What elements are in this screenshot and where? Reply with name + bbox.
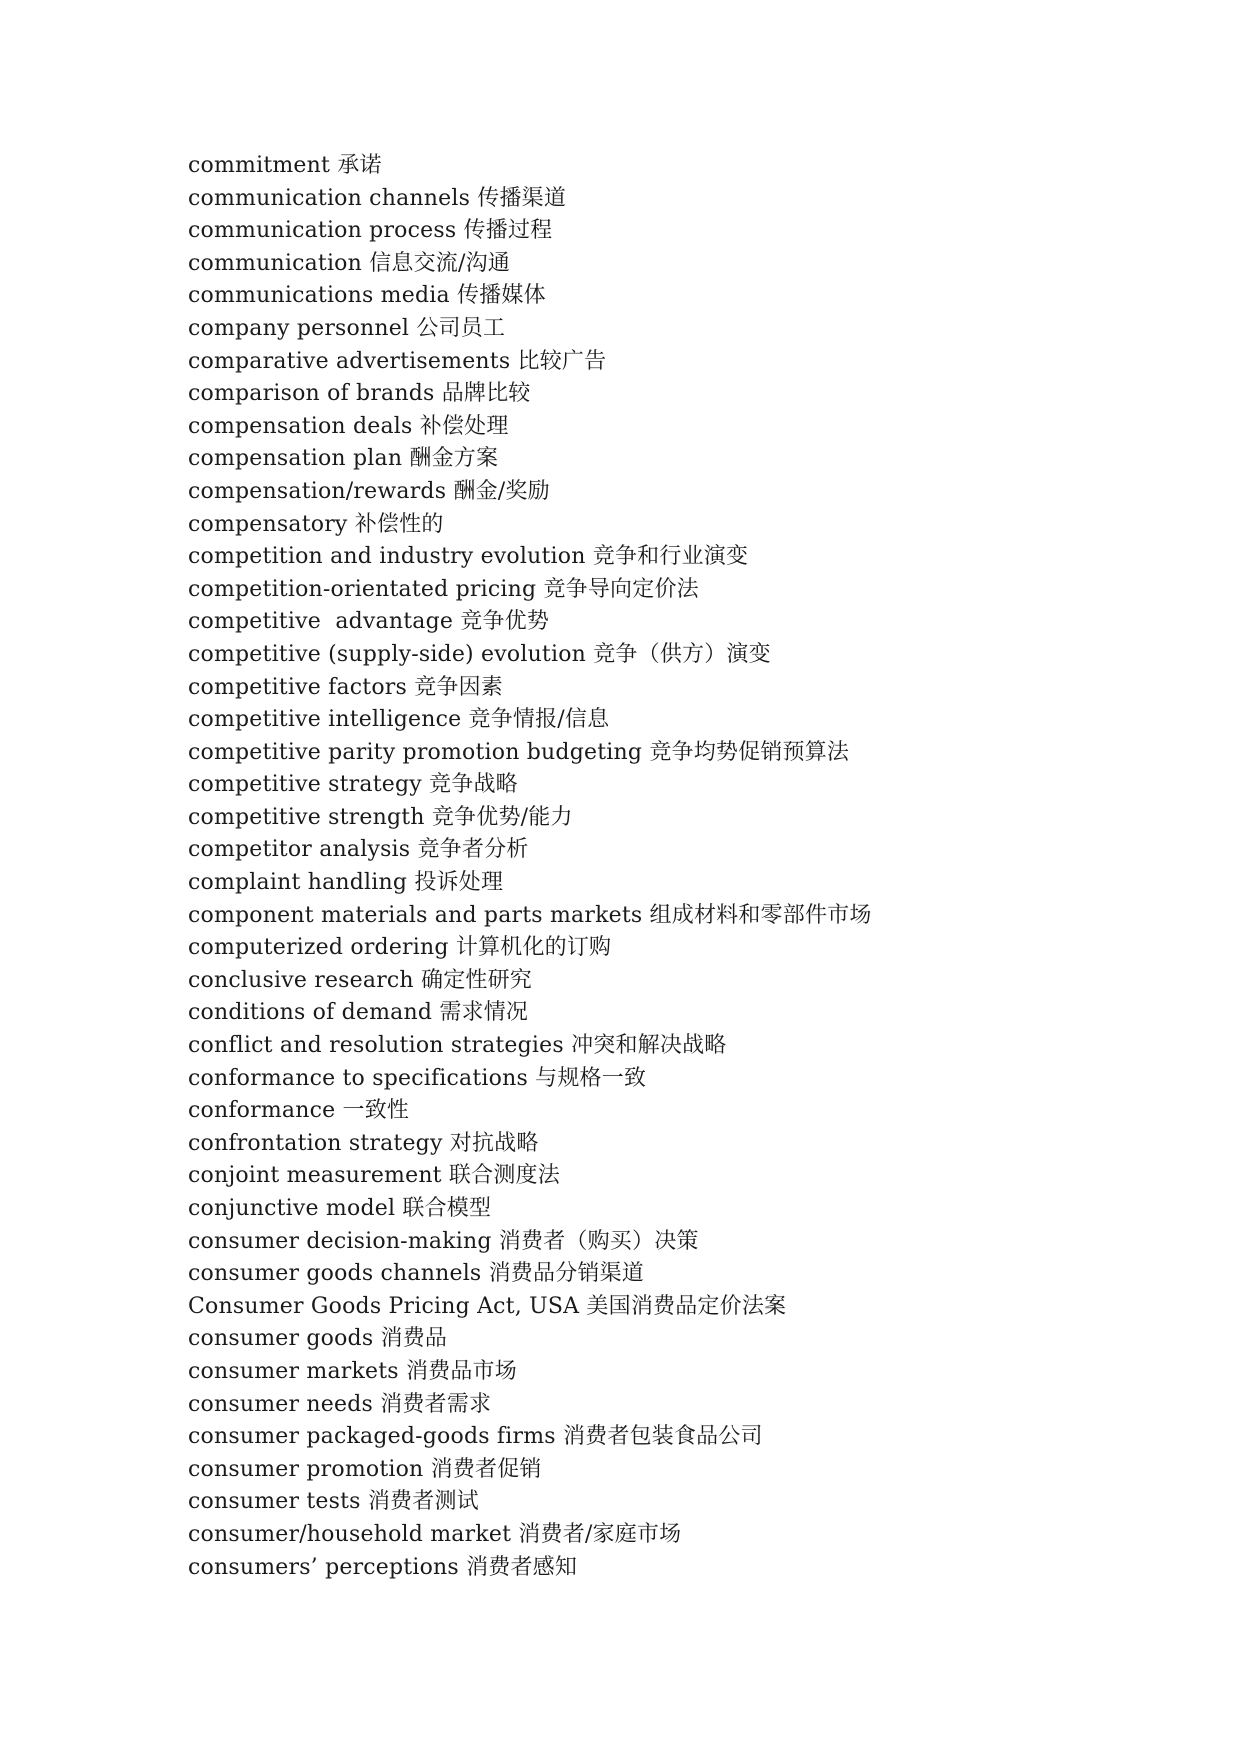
glossary-entry: competition-orientated pricing 竞争导向定价法 [188,576,699,602]
glossary-entry: consumer decision-making 消费者（购买）决策 [188,1228,699,1254]
glossary-entry: consumer tests 消费者测试 [188,1489,479,1515]
glossary-entry: comparative advertisements 比较广告 [188,348,607,374]
glossary-entry: competitive strength 竞争优势/能力 [188,804,573,830]
glossary-entry: compensation plan 酬金方案 [188,446,499,472]
glossary-entry: confrontation strategy 对抗战略 [188,1130,539,1156]
glossary-entry: conformance to specifications 与规格一致 [188,1065,647,1091]
glossary-entry: computerized ordering 计算机化的订购 [188,935,612,961]
glossary-entry: conjoint measurement 联合测度法 [188,1163,560,1189]
glossary-entry: commitment 承诺 [188,153,382,178]
glossary-entry: compensatory 补偿性的 [188,511,444,537]
glossary-entry: consumers’ perceptions 消费者感知 [188,1554,578,1580]
glossary-entry: conformance 一致性 [188,1098,410,1124]
glossary-list [188,150,872,1584]
glossary-entry: communication process 传播过程 [188,218,553,244]
glossary-entry: communications media 传播媒体 [188,283,546,309]
glossary-entry: communication channels 传播渠道 [188,185,567,211]
glossary-entry: consumer markets 消费品市场 [188,1358,517,1384]
glossary-entry: compensation/rewards 酬金/奖励 [188,478,550,504]
glossary-entry: Consumer Goods Pricing Act, USA 美国消费品定价法案 [188,1293,787,1319]
glossary-entry: competitive factors 竞争因素 [188,674,503,700]
glossary-entry: competitive (supply-side) evolution 竞争（供方）演变 [188,641,771,667]
glossary-entry: consumer promotion 消费者促销 [188,1456,542,1482]
glossary-entry: compensation deals 补偿处理 [188,413,509,439]
glossary-entry: consumer/household market 消费者/家庭市场 [188,1521,682,1547]
glossary-entry: communication 信息交流/沟通 [188,250,510,276]
glossary-entry: conflict and resolution strategies 冲突和解决战略 [188,1033,727,1059]
glossary-entry: competitive parity promotion budgeting 竞争均势促销预算法 [188,739,850,765]
glossary-entry: consumer needs 消费者需求 [188,1391,492,1417]
glossary-entry: competitive intelligence 竞争情报/信息 [188,707,610,733]
glossary-entry: competitive strategy 竞争战略 [188,772,518,798]
glossary-entry: component materials and parts markets 组成材料和零部件市场 [188,902,872,928]
glossary-entry: conjunctive model 联合模型 [188,1196,492,1221]
glossary-entry: competition and industry evolution 竞争和行业演变 [188,544,749,570]
glossary-entry: complaint handling 投诉处理 [188,870,504,896]
glossary-entry: consumer packaged-goods firms 消费者包装食品公司 [188,1424,763,1450]
glossary-entry: competitor analysis 竞争者分析 [188,837,529,863]
glossary-entry: conclusive research 确定性研究 [188,967,532,993]
glossary-entry: conditions of demand 需求情况 [188,1000,529,1026]
glossary-entry: company personnel 公司员工 [188,315,506,341]
glossary-entry: competitive advantage 竞争优势 [188,609,550,635]
glossary-entry: consumer goods channels 消费品分销渠道 [188,1261,645,1287]
glossary-entry: consumer goods 消费品 [188,1326,448,1352]
glossary-entry: comparison of brands 品牌比较 [188,381,531,407]
